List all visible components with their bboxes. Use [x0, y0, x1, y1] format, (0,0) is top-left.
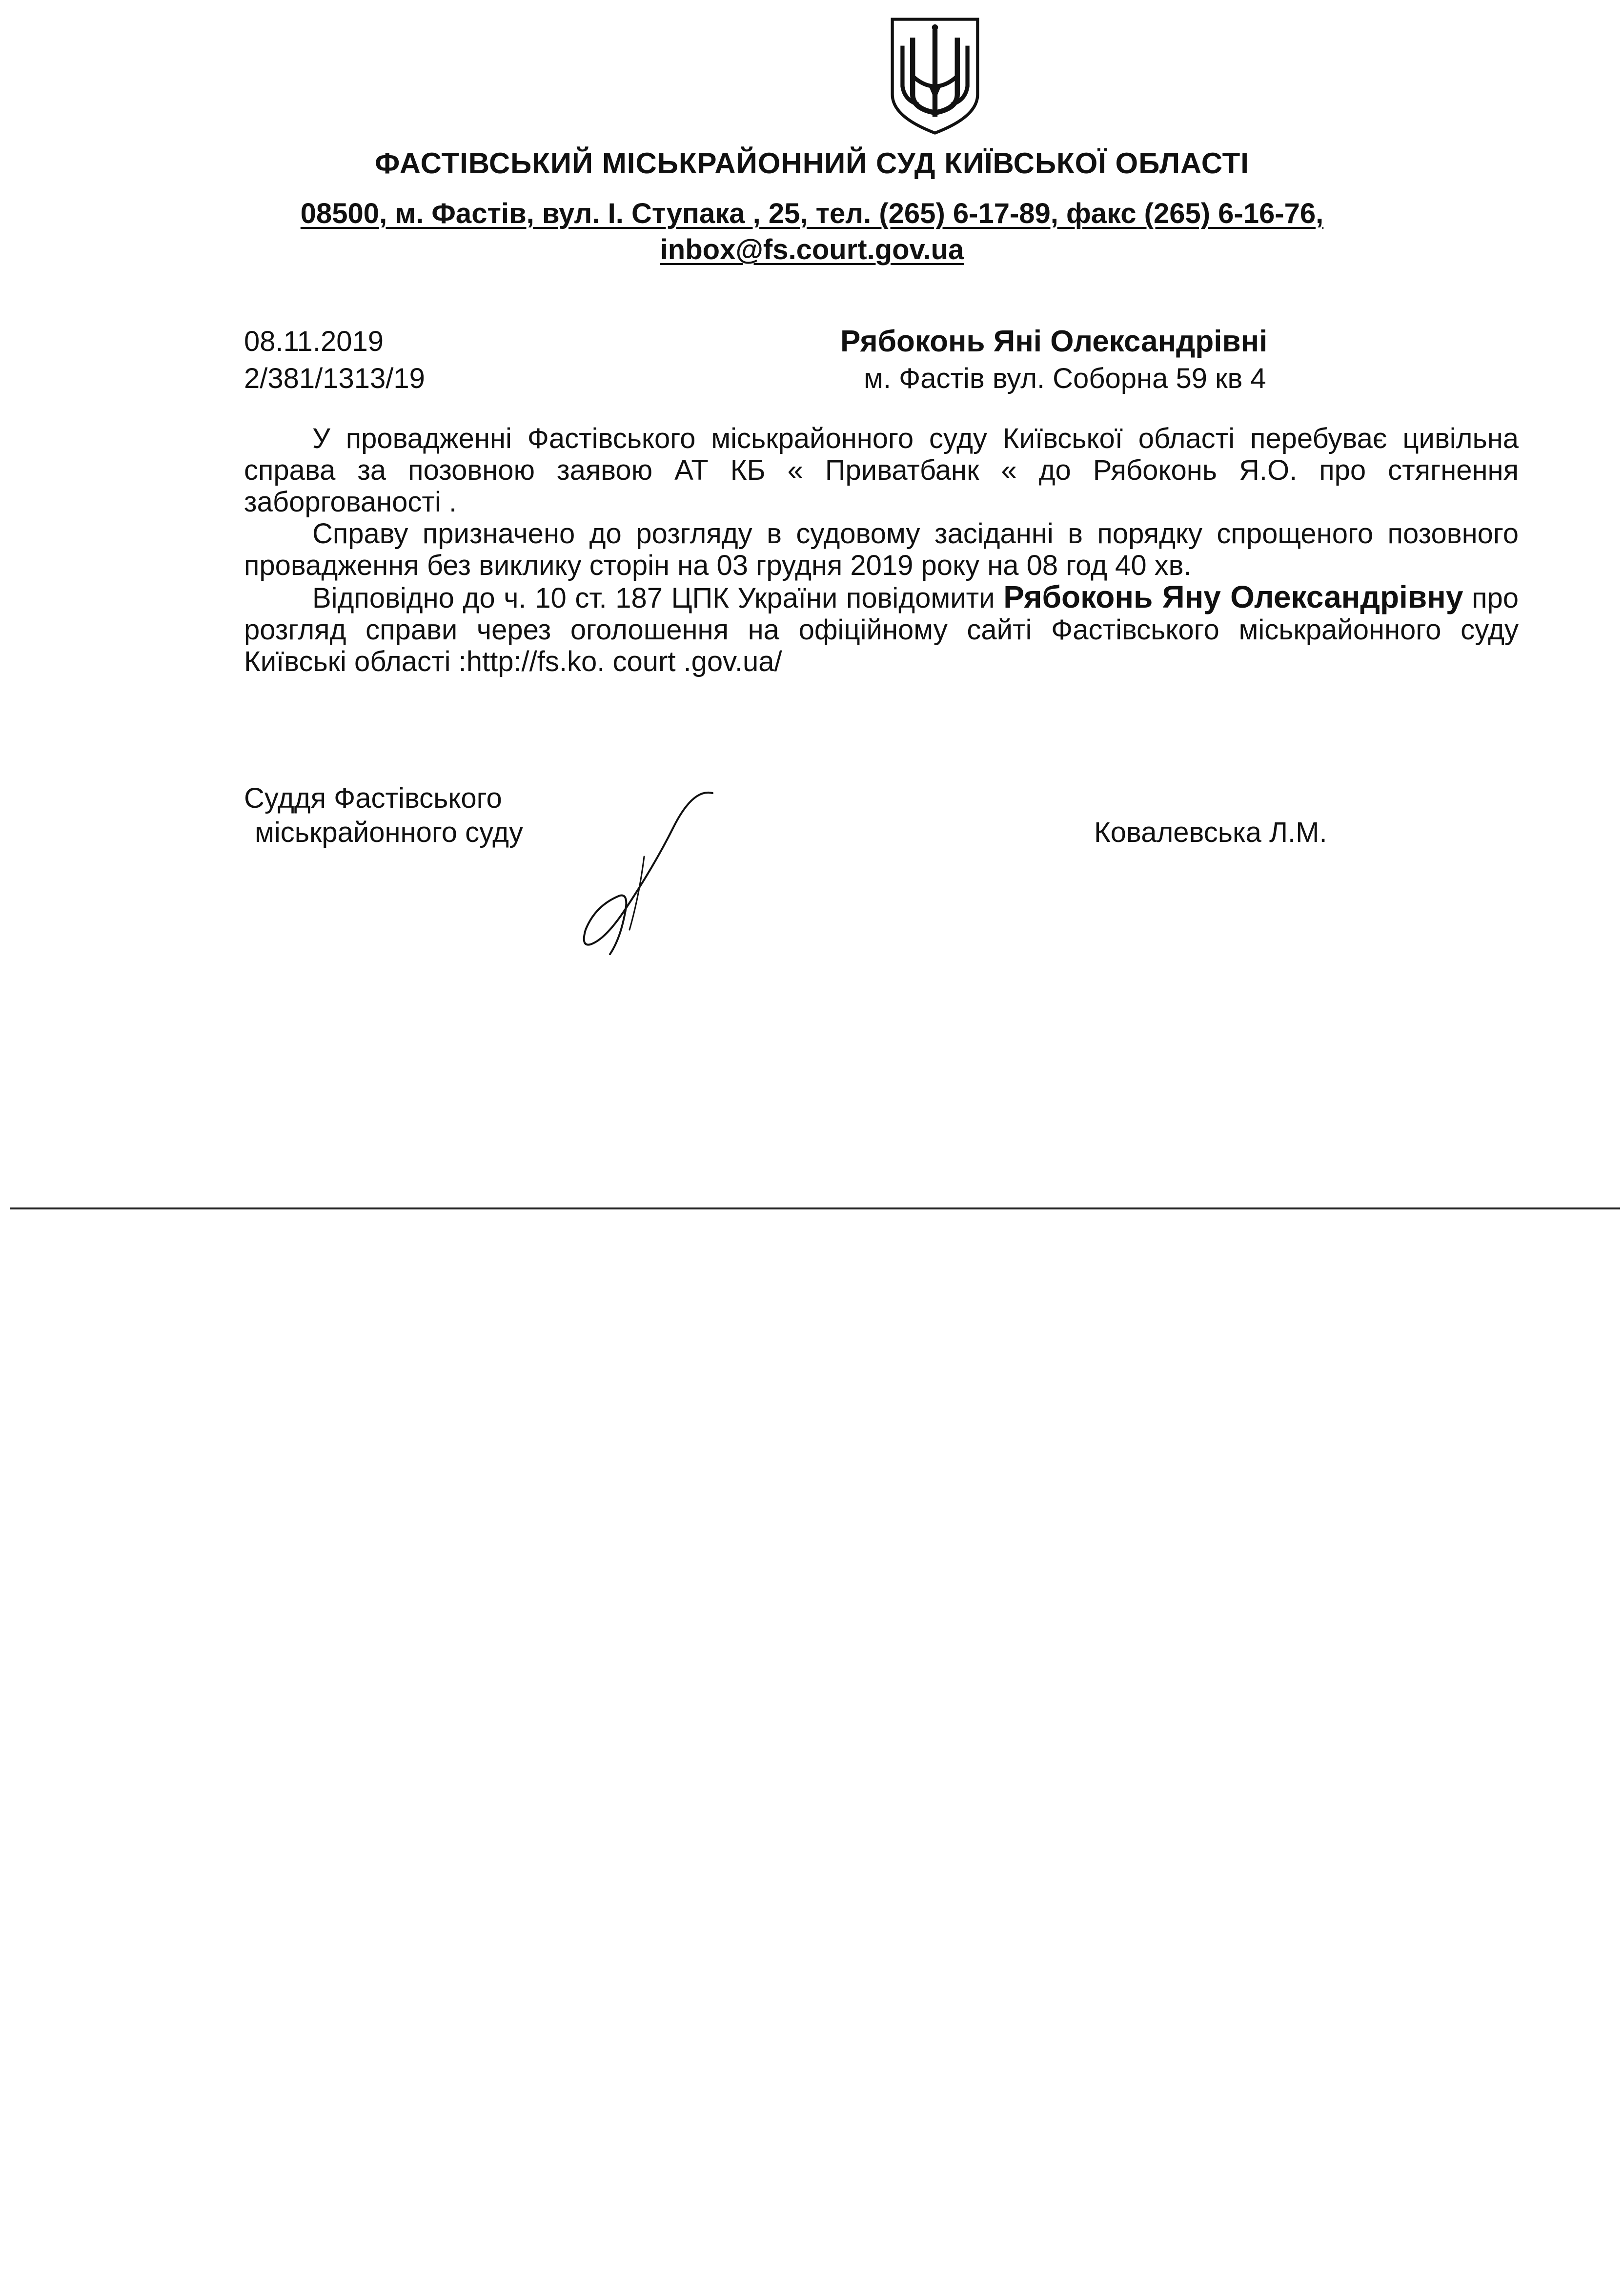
- coat-of-arms-icon: [884, 15, 986, 138]
- court-name: ФАСТІВСЬКИЙ МІСЬКРАЙОННИЙ СУД КИЇВСЬКОЇ ОБЛАСТІ: [375, 147, 1249, 180]
- horizontal-divider: [10, 1207, 1620, 1209]
- judge-name: Ковалевська Л.М.: [1094, 817, 1327, 848]
- court-email: inbox@fs.court.gov.ua: [660, 234, 964, 266]
- letter-date: 08.11.2019: [244, 326, 384, 357]
- judge-title-line1: Суддя Фастівського: [244, 782, 502, 814]
- court-address: 08500, м. Фастів, вул. І. Ступака , 25, тел. (265) 6-17-89, факс (265) 6-16-76,: [300, 198, 1324, 229]
- notified-person-name: Рябоконь Яну Олександрівну: [1003, 579, 1463, 614]
- judge-title-line2: міськрайонного суду: [255, 817, 524, 848]
- paragraph-proceedings: У провадженні Фастівського міськрайонного суду Київської області перебуває цивільна справа за позовною заявою АТ КБ « Приватбанк « до Рябоконь Я.О. про стягнення заборгованості .: [244, 423, 1519, 518]
- paragraph-notification: [244, 581, 1519, 677]
- paragraph-hearing: Справу призначено до розгляду в судовому засіданні в порядку спрощеного позовного провадження без виклику сторін на 03 грудня 2019 року на 08 год 40 хв.: [244, 518, 1519, 581]
- case-number: 2/381/1313/19: [244, 363, 425, 394]
- notification-text-start: Відповідно до ч. 10 ст. 187 ЦПК України повідомити: [312, 582, 995, 614]
- notification-text-end: про розгляд справи через оголошення на офіційному сайті Фастівського міськрайонного суду Київські області :http://fs.ko. court .gov.ua/: [244, 582, 1519, 677]
- handwritten-signature: [547, 783, 732, 959]
- letter-body: [244, 423, 1519, 677]
- recipient-name: Рябоконь Яні Олександрівні: [840, 325, 1268, 358]
- recipient-address: м. Фастів вул. Соборна 59 кв 4: [864, 363, 1266, 394]
